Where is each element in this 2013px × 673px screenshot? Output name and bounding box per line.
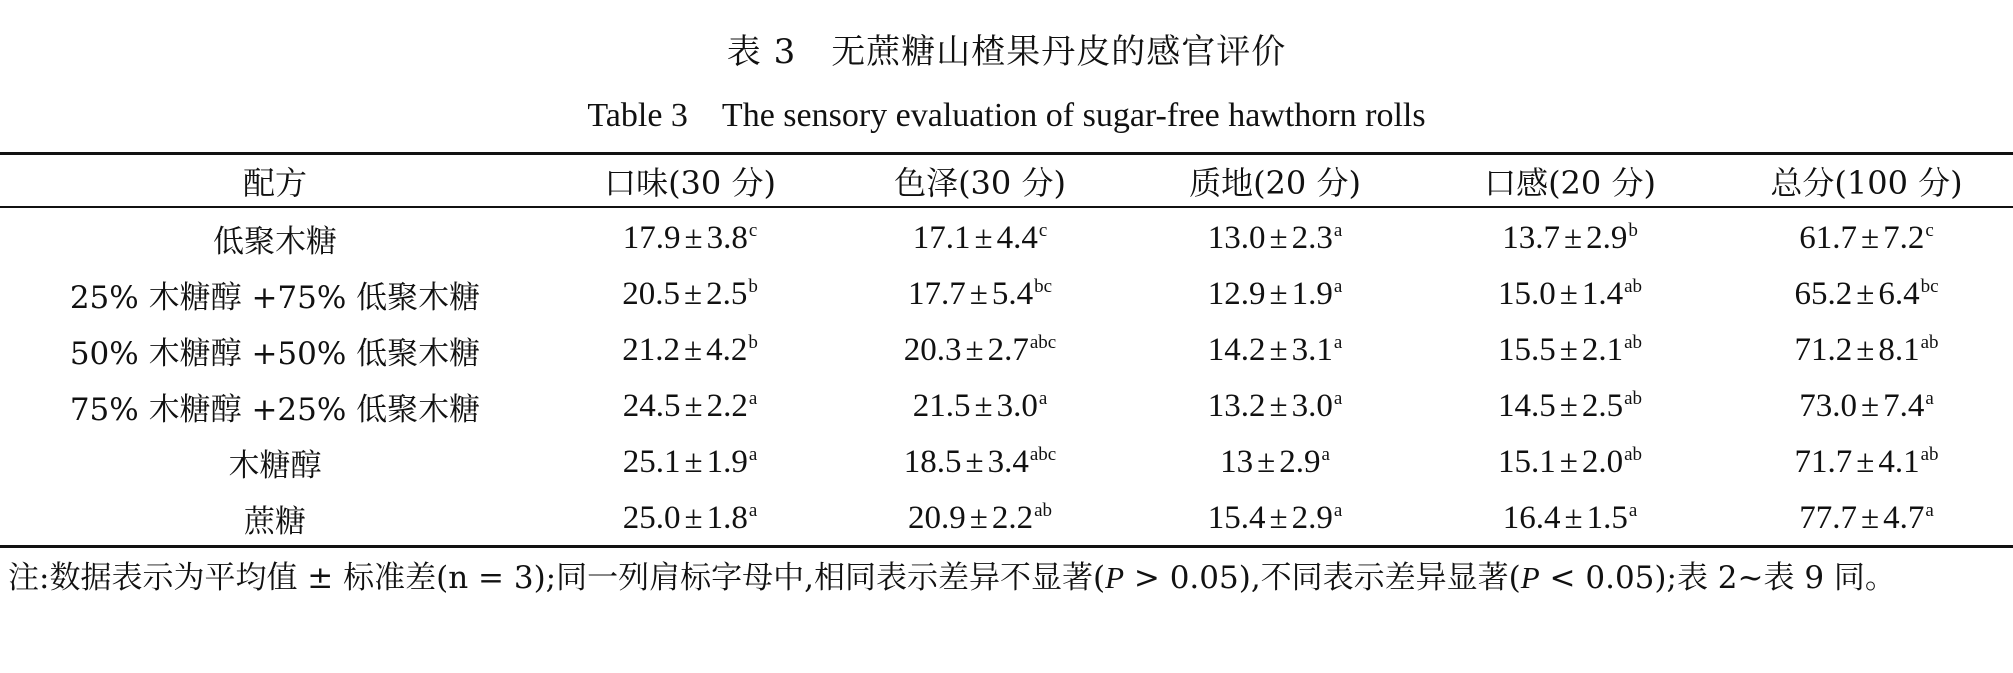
formula-cell: 木糖醇 [228, 447, 322, 484]
mean-value: 77.7 [1799, 499, 1857, 536]
column-header-formula: 配方 [242, 163, 307, 202]
total-score-cell [1720, 206, 2013, 266]
significance-letter: c [1925, 219, 1934, 241]
std-dev-value: 2.9 [1279, 443, 1321, 480]
color-score-cell [830, 490, 1130, 546]
std-dev-value: 1.8 [706, 499, 748, 536]
significance-letter: bc [1034, 275, 1053, 297]
std-dev-value: 4.1 [1878, 443, 1920, 480]
significance-letter: ab [1920, 331, 1939, 353]
formula-cell: 蔗糖 [244, 503, 306, 540]
table-title-chinese: 表 3 无蔗糖山楂果丹皮的感官评价 [726, 32, 1287, 72]
significance-letter: ab [1624, 331, 1643, 353]
significance-letter: abc [1029, 331, 1057, 353]
std-dev-value: 1.9 [1291, 275, 1333, 312]
table-row [0, 206, 2013, 266]
sensory-evaluation-table [0, 155, 2013, 546]
plus-minus-sign: ± [1563, 219, 1583, 256]
significance-letter: abc [1029, 443, 1057, 465]
std-dev-value: 7.4 [1883, 387, 1925, 424]
plus-minus-sign: ± [684, 443, 703, 480]
significance-letter: a [1925, 387, 1934, 409]
significance-letter: b [748, 331, 758, 353]
significance-letter: a [1333, 331, 1343, 353]
plus-minus-sign: ± [1269, 219, 1288, 256]
color-score-cell [830, 266, 1130, 322]
plus-minus-sign: ± [683, 331, 703, 368]
total-score-cell [1720, 378, 2013, 434]
color-score-cell [830, 378, 1130, 434]
significance-letter: c [748, 219, 758, 241]
std-dev-value: 2.3 [1291, 219, 1333, 256]
table-title-english: Table 3 The sensory evaluation of sugar-free hawthorn rolls [587, 97, 1426, 134]
significance-letter: c [1038, 219, 1048, 241]
std-dev-value: 3.0 [1291, 387, 1333, 424]
significance-letter: ab [1034, 499, 1053, 521]
significance-letter: ab [1624, 443, 1643, 465]
mean-value: 65.2 [1794, 275, 1853, 312]
taste-score-cell [550, 322, 830, 378]
texture-score-cell [1130, 266, 1420, 322]
significance-letter: ab [1624, 387, 1643, 409]
plus-minus-sign: ± [974, 387, 993, 424]
color-score-cell [830, 434, 1130, 490]
mean-value: 71.2 [1794, 331, 1853, 368]
texture-score-cell [1130, 434, 1420, 490]
mean-value: 73.0 [1799, 387, 1857, 424]
std-dev-value: 2.2 [991, 499, 1034, 536]
significance-letter: a [748, 443, 758, 465]
footnote-text-part1: 注:数据表示为平均值 ± 标准差(n = 3);同一列肩标字母中,相同表示差异不显著( [8, 560, 1106, 596]
taste-score-cell [550, 434, 830, 490]
mean-value: 15.5 [1497, 331, 1556, 368]
plus-minus-sign: ± [1559, 331, 1578, 368]
plus-minus-sign: ± [684, 387, 703, 424]
std-dev-value: 1.9 [706, 443, 748, 480]
plus-minus-sign: ± [1559, 443, 1578, 480]
plus-minus-sign: ± [1559, 387, 1578, 424]
mean-value: 12.9 [1207, 275, 1266, 312]
taste-score-cell [550, 266, 830, 322]
mouthfeel-score-cell [1420, 206, 1720, 266]
plus-minus-sign: ± [969, 499, 988, 536]
std-dev-value: 2.5 [706, 275, 748, 312]
significance-letter: a [1925, 499, 1934, 521]
column-header-mouthfeel: 口感(20 分) [1484, 163, 1656, 202]
plus-minus-sign: ± [1856, 443, 1875, 480]
std-dev-value: 1.4 [1581, 275, 1624, 312]
total-score-cell [1720, 322, 2013, 378]
color-score-cell [830, 322, 1130, 378]
plus-minus-sign: ± [1860, 387, 1880, 424]
mouthfeel-score-cell [1420, 322, 1720, 378]
std-dev-value: 4.4 [996, 219, 1038, 256]
mean-value: 25.0 [622, 499, 681, 536]
plus-minus-sign: ± [1860, 499, 1880, 536]
plus-minus-sign: ± [1860, 219, 1880, 256]
significance-letter: bc [1920, 275, 1939, 297]
plus-minus-sign: ± [683, 275, 703, 312]
table-row [0, 434, 2013, 490]
mean-value: 25.1 [622, 443, 681, 480]
significance-letter: a [1038, 387, 1048, 409]
total-score-cell [1720, 434, 2013, 490]
mean-value: 13.0 [1207, 219, 1266, 256]
table-footnote [8, 553, 2008, 603]
table-row [0, 322, 2013, 378]
std-dev-value: 2.2 [706, 387, 748, 424]
footnote-p-symbol-2: P [1520, 560, 1540, 595]
plus-minus-sign: ± [1269, 387, 1288, 424]
mean-value: 71.7 [1794, 443, 1853, 480]
plus-minus-sign: ± [1257, 443, 1276, 480]
std-dev-value: 4.2 [706, 331, 748, 368]
mean-value: 14.2 [1207, 331, 1266, 368]
mean-value: 13 [1220, 443, 1254, 480]
significance-letter: b [1628, 219, 1638, 241]
significance-letter: a [748, 387, 758, 409]
mean-value: 21.5 [912, 387, 971, 424]
mean-value: 17.7 [907, 275, 966, 312]
significance-letter: a [748, 499, 758, 521]
mean-value: 13.2 [1207, 387, 1266, 424]
std-dev-value: 8.1 [1878, 331, 1920, 368]
mean-value: 18.5 [903, 443, 962, 480]
mean-value: 17.1 [912, 219, 971, 256]
total-score-cell [1720, 490, 2013, 546]
table-body [0, 206, 2013, 546]
plus-minus-sign: ± [1559, 275, 1578, 312]
mean-value: 15.0 [1497, 275, 1556, 312]
taste-score-cell [550, 206, 830, 266]
formula-cell: 低聚木糖 [213, 223, 337, 260]
mean-value: 15.1 [1497, 443, 1556, 480]
std-dev-value: 4.7 [1883, 499, 1925, 536]
plus-minus-sign: ± [684, 499, 703, 536]
plus-minus-sign: ± [974, 219, 993, 256]
table-row [0, 378, 2013, 434]
std-dev-value: 2.5 [1581, 387, 1624, 424]
mouthfeel-score-cell [1420, 266, 1720, 322]
texture-score-cell [1130, 378, 1420, 434]
significance-letter: a [1628, 499, 1638, 521]
table-header-row [0, 155, 2013, 206]
mean-value: 14.5 [1497, 387, 1556, 424]
formula-cell: 25% 木糖醇 +75% 低聚木糖 [69, 279, 481, 316]
std-dev-value: 7.2 [1883, 219, 1925, 256]
footnote-p-symbol-1: P [1105, 560, 1125, 595]
significance-letter: a [1333, 387, 1343, 409]
std-dev-value: 2.9 [1291, 499, 1333, 536]
mean-value: 16.4 [1502, 499, 1561, 536]
mean-value: 13.7 [1502, 219, 1560, 256]
significance-letter: a [1333, 275, 1343, 297]
std-dev-value: 2.7 [987, 331, 1029, 368]
std-dev-value: 2.1 [1581, 331, 1624, 368]
mouthfeel-score-cell [1420, 434, 1720, 490]
footnote-text-part3: < 0.05);表 2~表 9 同。 [1539, 560, 1896, 596]
mean-value: 20.5 [622, 275, 680, 312]
column-header-texture: 质地(20 分) [1189, 163, 1361, 202]
color-score-cell [830, 206, 1130, 266]
mean-value: 21.2 [622, 331, 680, 368]
significance-letter: b [748, 275, 758, 297]
plus-minus-sign: ± [684, 219, 703, 256]
std-dev-value: 3.4 [987, 443, 1029, 480]
formula-cell: 75% 木糖醇 +25% 低聚木糖 [69, 391, 481, 428]
std-dev-value: 5.4 [991, 275, 1034, 312]
plus-minus-sign: ± [965, 331, 984, 368]
mean-value: 24.5 [622, 387, 681, 424]
column-header-color: 色泽(30 分) [894, 163, 1066, 202]
mouthfeel-score-cell [1420, 378, 1720, 434]
plus-minus-sign: ± [1269, 499, 1288, 536]
column-header-total: 总分(100 分) [1770, 163, 1963, 202]
plus-minus-sign: ± [1269, 331, 1288, 368]
std-dev-value: 1.5 [1586, 499, 1628, 536]
significance-letter: a [1333, 499, 1343, 521]
significance-letter: a [1333, 219, 1343, 241]
footnote-text-part2: > 0.05),不同表示差异显著( [1124, 560, 1521, 596]
significance-letter: ab [1920, 443, 1939, 465]
total-score-cell [1720, 266, 2013, 322]
plus-minus-sign: ± [969, 275, 988, 312]
table-row [0, 490, 2013, 546]
mean-value: 20.9 [907, 499, 966, 536]
std-dev-value: 6.4 [1878, 275, 1920, 312]
plus-minus-sign: ± [1269, 275, 1288, 312]
significance-letter: ab [1624, 275, 1643, 297]
texture-score-cell [1130, 490, 1420, 546]
mean-value: 61.7 [1799, 219, 1857, 256]
mean-value: 17.9 [622, 219, 681, 256]
mouthfeel-score-cell [1420, 490, 1720, 546]
taste-score-cell [550, 490, 830, 546]
plus-minus-sign: ± [1564, 499, 1583, 536]
formula-cell: 50% 木糖醇 +50% 低聚木糖 [69, 335, 481, 372]
plus-minus-sign: ± [1856, 331, 1875, 368]
plus-minus-sign: ± [1856, 275, 1875, 312]
texture-score-cell [1130, 206, 1420, 266]
std-dev-value: 2.0 [1581, 443, 1624, 480]
plus-minus-sign: ± [965, 443, 984, 480]
std-dev-value: 3.0 [996, 387, 1038, 424]
taste-score-cell [550, 378, 830, 434]
table-row [0, 266, 2013, 322]
significance-letter: a [1321, 443, 1330, 465]
mean-value: 20.3 [903, 331, 962, 368]
std-dev-value: 2.9 [1586, 219, 1628, 256]
mean-value: 15.4 [1207, 499, 1266, 536]
std-dev-value: 3.1 [1291, 331, 1333, 368]
std-dev-value: 3.8 [706, 219, 748, 256]
column-header-taste: 口味(30 分) [604, 163, 776, 202]
texture-score-cell [1130, 322, 1420, 378]
